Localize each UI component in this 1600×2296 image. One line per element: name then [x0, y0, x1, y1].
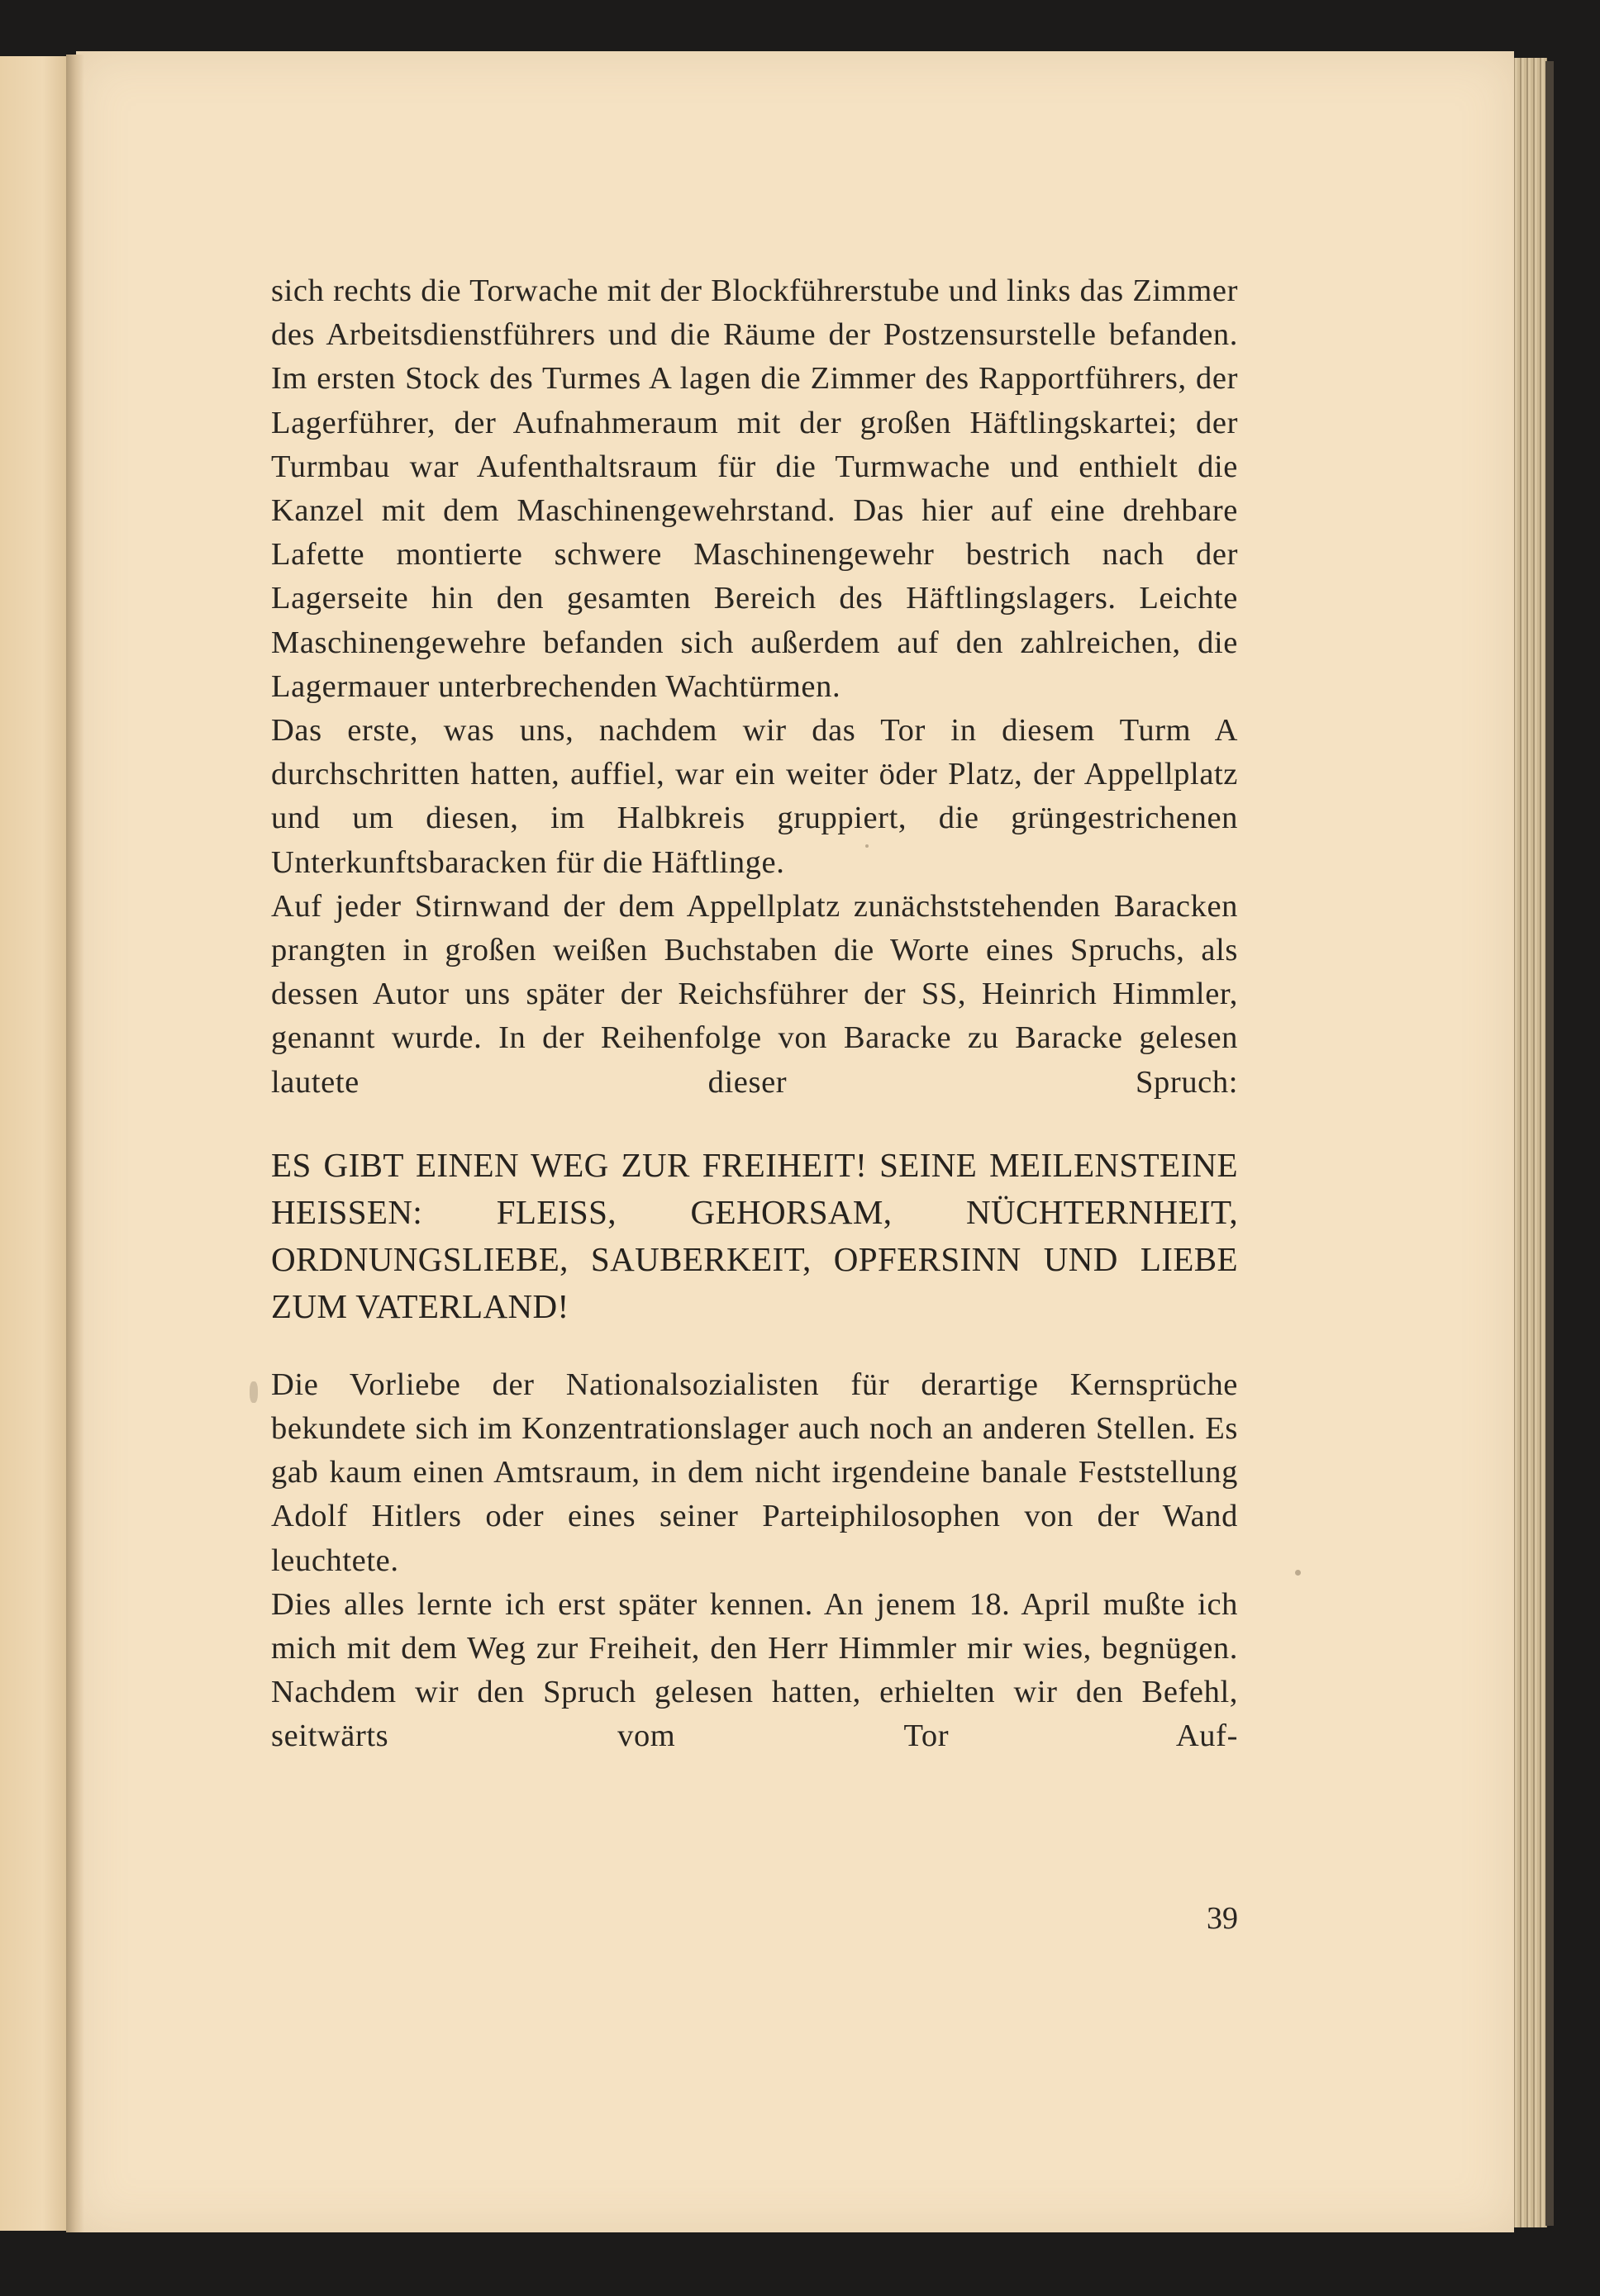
gutter-shadow: [66, 55, 84, 2232]
paragraph-5: Dies alles lernte ich erst später kennen. An jenem 18. April mußte ich mich mit dem Weg zur Freiheit, den Herr Himmler mir wies, begnügen. Nachdem wir den Spruch gelesen hatten, erhielten wir den Befehl, seitwärts vom Tor Auf-: [271, 1586, 1238, 1754]
motto-quote: ES GIBT EINEN WEG ZUR FREIHEIT! SEINE MEILENSTEINE HEISSEN: FLEISS, GEHORSAM, NÜCHTERNHEIT, ORDNUNGSLIEBE, SAUBERKEIT, OPFERSINN UND LIEBE ZUM VATERLAND!: [271, 1145, 1238, 1325]
previous-page-edge: [0, 56, 71, 2231]
paper-speck: [1295, 1570, 1301, 1576]
paragraph-4: Die Vorliebe der Nationalsozialisten für derartige Kernsprüche bekundete sich im Konzentrationslager auch noch an anderen Stellen. Es gab kaum einen Amtsraum, in dem nicht irgendeine banale Feststellung Adolf Hitlers oder eines seiner Parteiphilosophen von der Wand leuchtete.: [271, 1367, 1238, 1578]
paragraph-1: sich rechts die Torwache mit der Blockführerstube und links das Zimmer des Arbeitsdienstführers und die Räume der Postzensurstelle befanden. Im ersten Stock des Turmes A lagen die Zimmer des Rapportführers, der Lagerführer, der Aufnahmeraum mit der großen Häftlingskartei; der Turmbau war Aufenthaltsraum für die Turmwache und enthielt die Kanzel mit dem Maschinengewehrstand. Das hier auf eine drehbare Lafette montierte schwere Maschinengewehr bestrich nach der Lagerseite hin den gesamten Bereich des Häftlingslagers. Leichte Maschinengewehre befanden sich außerdem auf den zahlreichen, die Lagermauer unterbrechenden Wachtürmen.: [271, 273, 1238, 704]
body-text: [271, 269, 1238, 1759]
page-number: 39: [1207, 1901, 1238, 1936]
paragraph-3: Auf jeder Stirnwand der dem Appellplatz zunächststehenden Baracken prangten in großen weißen Buchstaben die Worte eines Spruchs, als dessen Autor uns später der Reichsführer der SS, Heinrich Himmler, genannt wurde. In der Reihenfolge von Baracke zu Baracke gelesen lautete dieser Spruch:: [271, 888, 1238, 1100]
paper-speck: [250, 1381, 258, 1403]
page-stack-shadow: [1545, 61, 1554, 2226]
paragraph-2: Das erste, was uns, nachdem wir das Tor in diesem Turm A durchschritten hatten, auffiel, war ein weiter öder Platz, der Appellplatz und um diesen, im Halbkreis gruppiert, die grüngestrichenen Unterkunftsbaracken für die Häftlinge.: [271, 713, 1238, 880]
